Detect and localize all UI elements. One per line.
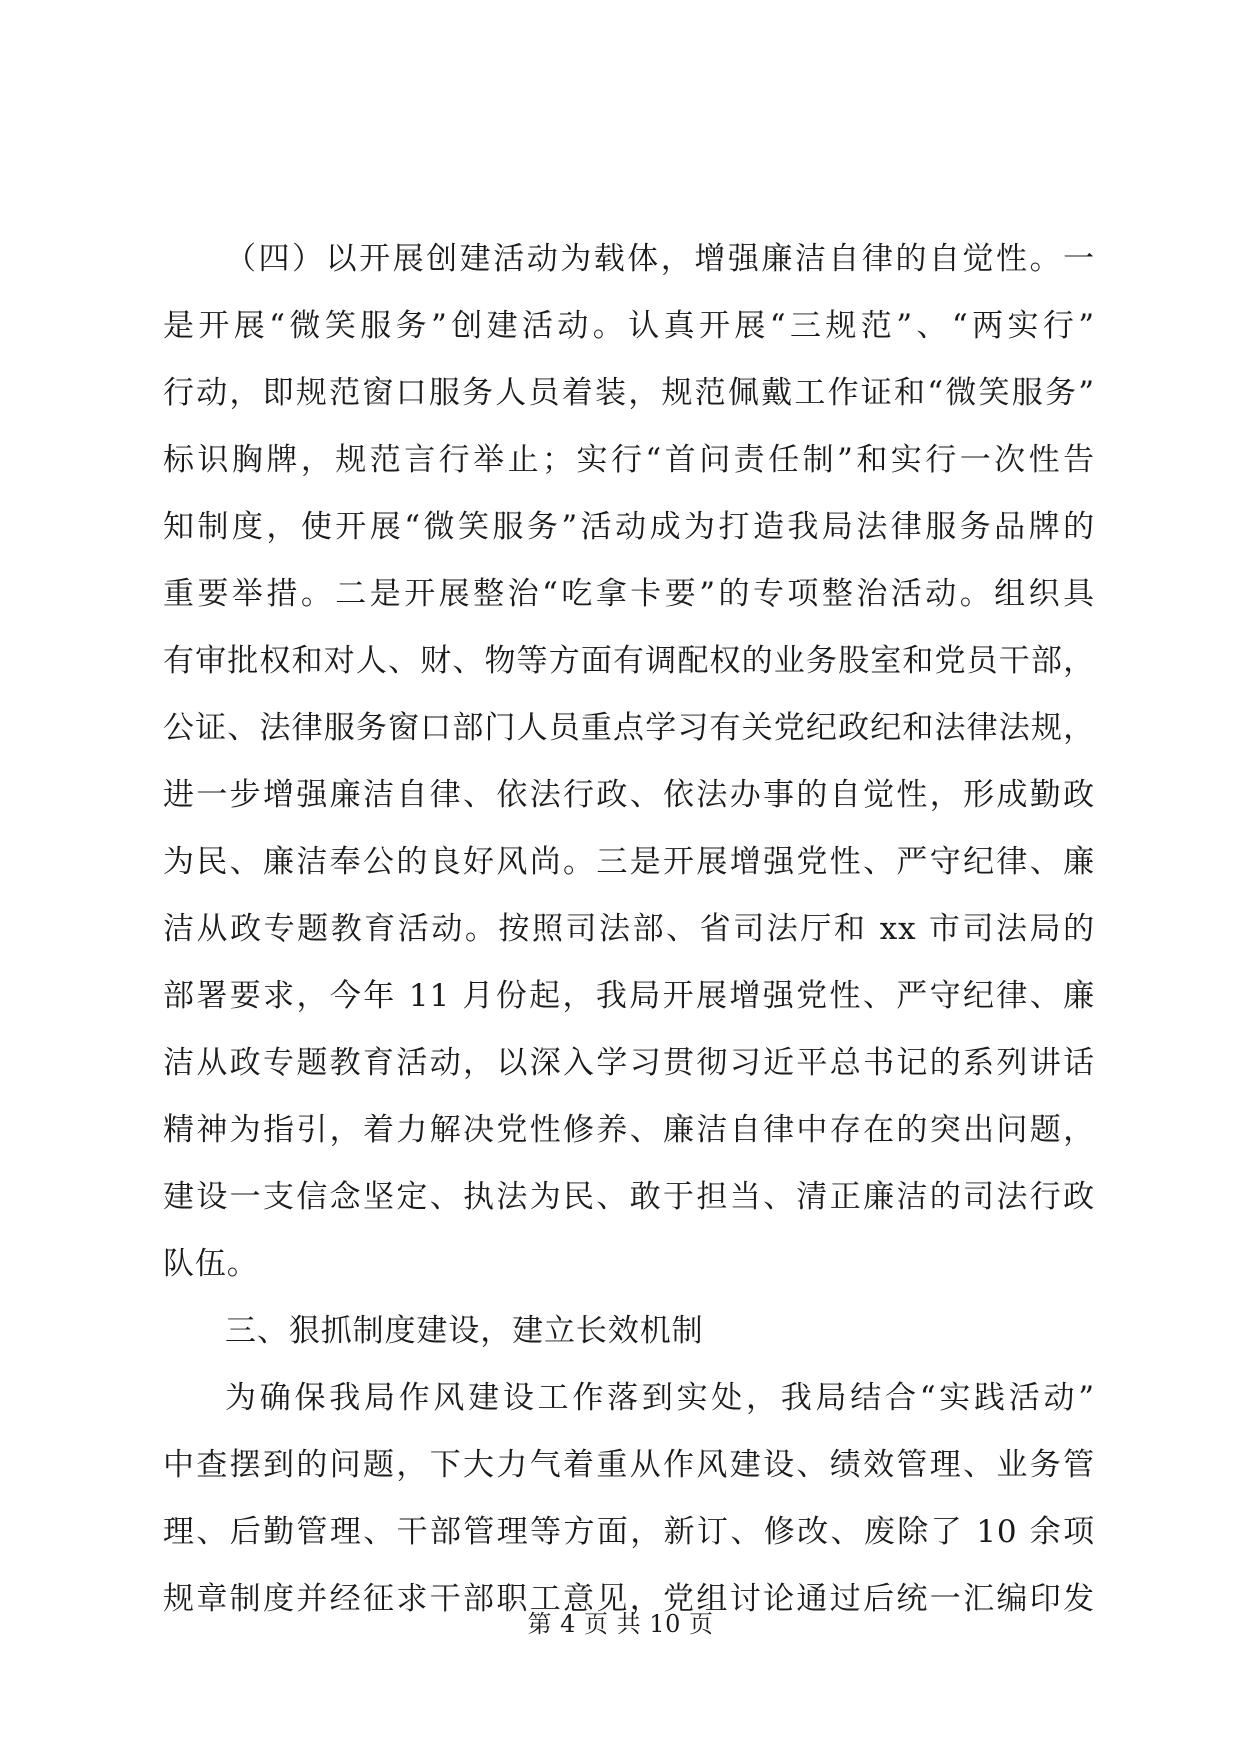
paragraph-line: 中查摆到的问题，下大力气着重从作风建设、绩效管理、业务管 [163,1447,1095,1483]
paragraph-line: 公证、法律服务窗口部门人员重点学习有关党纪政纪和法律法规， [163,710,1095,746]
paragraph-line: 行动，即规范窗口服务人员着装，规范佩戴工作证和“微笑服务” [163,375,1095,411]
paragraph-line: 精神为指引，着力解决党性修养、廉洁自律中存在的突出问题， [163,1112,1095,1148]
page-number: 第 4 页 共 10 页 [527,1610,714,1638]
paragraph-line: 建设一支信念坚定、执法为民、敢于担当、清正廉洁的司法行政 [163,1179,1095,1215]
paragraph-line: 进一步增强廉洁自律、依法行政、依法办事的自觉性，形成勤政 [163,777,1095,813]
section-heading: 三、狠抓制度建设，建立长效机制 [225,1313,704,1349]
paragraph-line: 洁从政专题教育活动。按照司法部、省司法厅和 xx 市司法局的 [163,911,1095,947]
paragraph-line: 规章制度并经征求干部职工意见，党组讨论通过后统一汇编印发 [163,1581,1095,1617]
paragraph-line: 部署要求，今年 11 月份起，我局开展增强党性、严守纪律、廉 [163,978,1095,1014]
paragraph-line: 标识胸牌，规范言行举止；实行“首问责任制”和实行一次性告 [163,442,1095,478]
paragraph-line: 队伍。 [163,1246,259,1282]
paragraph-line: 为确保我局作风建设工作落到实处，我局结合“实践活动” [225,1380,1095,1416]
document-body [163,226,1095,1633]
paragraph-line: 是开展“微笑服务”创建活动。认真开展“三规范”、“两实行” [163,308,1095,344]
paragraph-line: 重要举措。二是开展整治“吃拿卡要”的专项整治活动。组织具 [163,576,1095,612]
paragraph-line: 为民、廉洁奉公的良好风尚。三是开展增强党性、严守纪律、廉 [163,844,1095,880]
paragraph-line: （四）以开展创建活动为载体，增强廉洁自律的自觉性。一 [225,241,1095,277]
paragraph-line: 理、后勤管理、干部管理等方面，新订、修改、废除了 10 余项 [163,1514,1095,1550]
paragraph-line: 有审批权和对人、财、物等方面有调配权的业务股室和党员干部， [163,643,1095,679]
paragraph-line: 知制度，使开展“微笑服务”活动成为打造我局法律服务品牌的 [163,509,1095,545]
paragraph-line: 洁从政专题教育活动，以深入学习贯彻习近平总书记的系列讲话 [163,1045,1095,1081]
